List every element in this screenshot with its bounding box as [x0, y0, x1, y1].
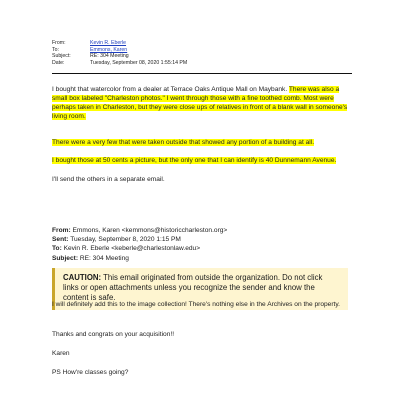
header-from-row: [52, 40, 187, 47]
header-to-row: [52, 47, 187, 54]
body-paragraph-2: [52, 138, 352, 147]
reply-paragraph-1: I will definitely add this to the image collection! There's nothing else in the Archives on the property.: [52, 301, 341, 308]
forwarded-sent-value: Tuesday, September 8, 2020 1:15 PM: [70, 236, 181, 244]
header-from-label: From:: [52, 40, 66, 46]
forwarded-subject-value: RE: 304 Meeting: [79, 254, 129, 262]
body-p1-plain: I bought that watercolor from a dealer at Terrace Oaks Antique Mall on Maybank.: [52, 86, 289, 93]
email-header: [52, 40, 187, 66]
header-subject-value: RE: 304 Meeting: [90, 53, 129, 60]
forwarded-to-value: Kevin R. Eberle <keberle@charlestonlaw.edu>: [63, 245, 201, 253]
body-p3-highlight: I bought those at 50 cents a picture, but the only one that I can identify is 40 Dunnemann Avenue.: [52, 157, 337, 164]
forwarded-from-row: [52, 226, 227, 235]
header-date-label: Date:: [52, 59, 65, 66]
forwarded-sent-label: Sent:: [52, 236, 69, 244]
reply-postscript: PS How're classes going?: [52, 369, 129, 376]
forwarded-to-row: [52, 244, 227, 253]
forwarded-from-label: From:: [52, 227, 71, 234]
forwarded-subject-row: [52, 254, 227, 263]
header-subject-row: [52, 53, 187, 60]
caution-text: This email originated from outside the organization. Do not click links or open attachments unless you recognize the sender and know the content is safe.: [63, 273, 323, 302]
header-date-value: Tuesday, September 08, 2020 1:55:14 PM: [90, 59, 188, 66]
forwarded-subject-label: Subject:: [52, 254, 79, 262]
reply-paragraph-2: Thanks and congrats on your acquisition!!: [52, 331, 175, 338]
body-paragraph-4: I'll send the others in a separate email.: [52, 176, 165, 183]
body-p1-highlight: There was also a small box labeled "Charleston photos." I went through those with a fine toothed comb. Most were perhaps taken in Charleston, but they were close ups of relatives in front of a blank wall in someone's living room.: [52, 86, 348, 120]
body-paragraph-3: [52, 156, 352, 165]
header-date-row: [52, 60, 187, 67]
header-divider: [52, 73, 352, 74]
header-to-label: To:: [52, 46, 59, 53]
header-to-link[interactable]: Emmons, Karen: [90, 46, 128, 53]
forwarded-header: [52, 226, 227, 263]
header-from-link[interactable]: Kevin R. Eberle: [90, 40, 127, 46]
caution-label: CAUTION:: [63, 273, 102, 282]
reply-signature: Karen: [52, 350, 70, 357]
header-subject-label: Subject:: [52, 53, 71, 60]
forwarded-to-label: To:: [52, 245, 62, 253]
body-paragraph-1: [52, 85, 352, 121]
forwarded-sent-row: [52, 235, 227, 244]
body-p2-highlight: There were a very few that were taken outside that showed any portion of a building at all.: [52, 139, 315, 146]
forwarded-from-value: Emmons, Karen <kemmons@historiccharleston.org>: [72, 227, 228, 234]
